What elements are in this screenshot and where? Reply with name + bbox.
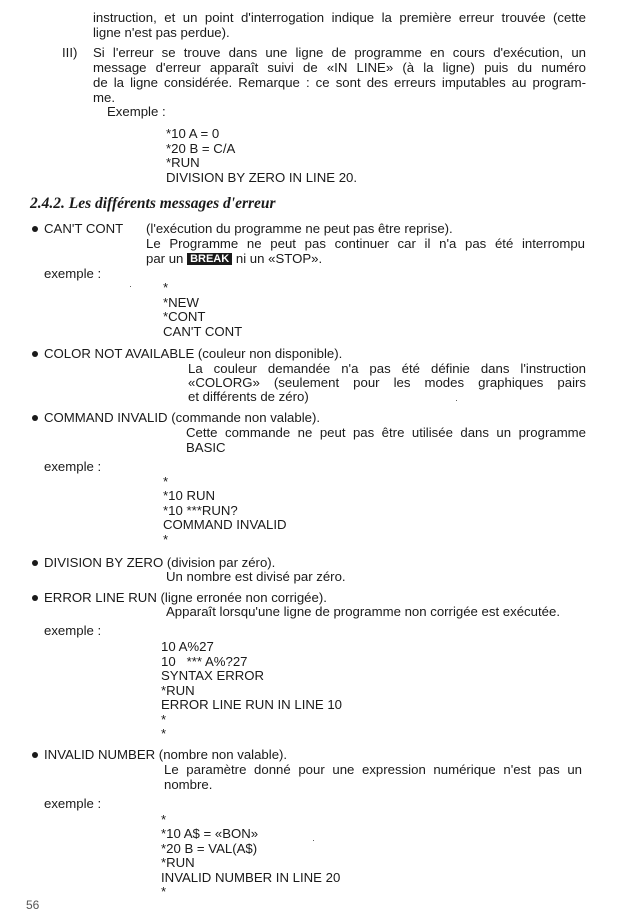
invalid-code-line: * — [161, 812, 167, 827]
command-code-line: *10 RUN — [163, 488, 216, 503]
color-desc-2: «COLORG» (seulement pour les modes graphiques pairs — [188, 375, 586, 390]
errline-code-line: *RUN — [161, 683, 195, 698]
command-code-line: * — [163, 474, 169, 489]
errline-code-line: ERROR LINE RUN IN LINE 10 — [161, 697, 343, 712]
cant-cont-desc-1: (l'exécution du programme ne peut pas être reprise). — [146, 221, 453, 236]
errline-code-line: * — [161, 726, 167, 741]
bullet-icon — [32, 560, 38, 566]
intro-line-1: instruction, et un point d'interrogation indique la première erreur trouvée (cette — [93, 10, 586, 25]
cant-cont-desc-3a: par un — [146, 251, 184, 266]
scan-speck: · — [455, 395, 458, 405]
cant-cont-code-line: *NEW — [163, 295, 199, 310]
bullet-icon — [32, 595, 38, 601]
cant-cont-code-line: *CONT — [163, 309, 206, 324]
invalid-code-line: INVALID NUMBER IN LINE 20 — [161, 870, 341, 885]
invalid-desc-1: Le paramètre donné pour une expression numérique n'est pas un — [164, 762, 582, 777]
intro-code-line: *20 B = C/A — [166, 141, 236, 156]
cant-cont-heading: CAN'T CONT — [44, 221, 124, 236]
intro-line-6: me. — [93, 90, 115, 105]
command-code-line: COMMAND INVALID — [163, 517, 287, 532]
cant-cont-code-line: CAN'T CONT — [163, 324, 243, 339]
invalid-desc-2: nombre. — [164, 777, 213, 792]
command-heading: COMMAND INVALID (commande non valable). — [44, 410, 321, 425]
division-heading: DIVISION BY ZERO (division par zéro). — [44, 555, 276, 570]
bullet-icon — [32, 415, 38, 421]
scan-speck: · — [312, 835, 315, 845]
errline-desc-1: Apparaît lorsqu'une ligne de programme non corrigée est exécutée. — [166, 604, 560, 619]
cant-cont-exemple-label: exemple : — [44, 266, 102, 281]
color-desc-1: La couleur demandée n'a pas été définie dans l'instruction — [188, 361, 586, 376]
invalid-code-line: *10 A$ = «BON» — [161, 826, 259, 841]
command-desc-2: BASIC — [186, 440, 226, 455]
cant-cont-desc-3b: ni un «STOP». — [235, 251, 323, 266]
cant-cont-code-line: * — [163, 280, 169, 295]
command-code-line: * — [163, 532, 169, 547]
cant-cont-desc-3 — [146, 251, 322, 266]
intro-code-line: *RUN — [166, 155, 200, 170]
errline-code-line: * — [161, 712, 167, 727]
errline-code-line: SYNTAX ERROR — [161, 668, 265, 683]
errline-code-line: 10 *** A%?27 — [161, 654, 248, 669]
break-key: BREAK — [187, 253, 232, 265]
invalid-heading: INVALID NUMBER (nombre non valable). — [44, 747, 288, 762]
division-desc-1: Un nombre est divisé par zéro. — [166, 569, 346, 584]
page-number: 56 — [26, 898, 40, 912]
intro-line-4: message d'erreur apparaît suivi de «IN LINE» (à la ligne) puis du numéro — [93, 60, 586, 75]
intro-line-5: de la ligne considérée. Remarque : ce sont des erreurs imputables au program- — [93, 75, 586, 90]
color-desc-3: et différents de zéro) — [188, 389, 309, 404]
bullet-icon — [32, 351, 38, 357]
intro-line-2: ligne n'est pas perdue). — [93, 25, 230, 40]
command-desc-1: Cette commande ne peut pas être utilisée dans un programme — [186, 425, 586, 440]
errline-exemple-label: exemple : — [44, 623, 102, 638]
scan-speck: · — [129, 281, 132, 291]
section-title: 2.4.2. Les différents messages d'erreur — [30, 195, 276, 212]
errline-heading: ERROR LINE RUN (ligne erronée non corrigée). — [44, 590, 327, 605]
bullet-icon — [32, 226, 38, 232]
invalid-exemple-label: exemple : — [44, 796, 102, 811]
invalid-code-line: *RUN — [161, 855, 195, 870]
invalid-code-line: *20 B = VAL(A$) — [161, 841, 258, 856]
command-code-line: *10 ***RUN? — [163, 503, 238, 518]
color-heading: COLOR NOT AVAILABLE (couleur non disponible). — [44, 346, 343, 361]
intro-code-line: DIVISION BY ZERO IN LINE 20. — [166, 170, 358, 185]
invalid-code-line: * — [161, 884, 167, 899]
intro-line-3: Si l'erreur se trouve dans une ligne de programme en cours d'exécution, un — [93, 45, 586, 60]
bullet-icon — [32, 752, 38, 758]
command-exemple-label: exemple : — [44, 459, 102, 474]
errline-code-line: 10 A%27 — [161, 639, 214, 654]
cant-cont-desc-2: Le Programme ne peut pas continuer car il n'a pas été interrompu — [146, 236, 585, 251]
intro-exemple-label: Exemple : — [107, 104, 166, 119]
intro-code-line: *10 A = 0 — [166, 126, 220, 141]
roman-numeral-iii: III) — [62, 45, 78, 60]
